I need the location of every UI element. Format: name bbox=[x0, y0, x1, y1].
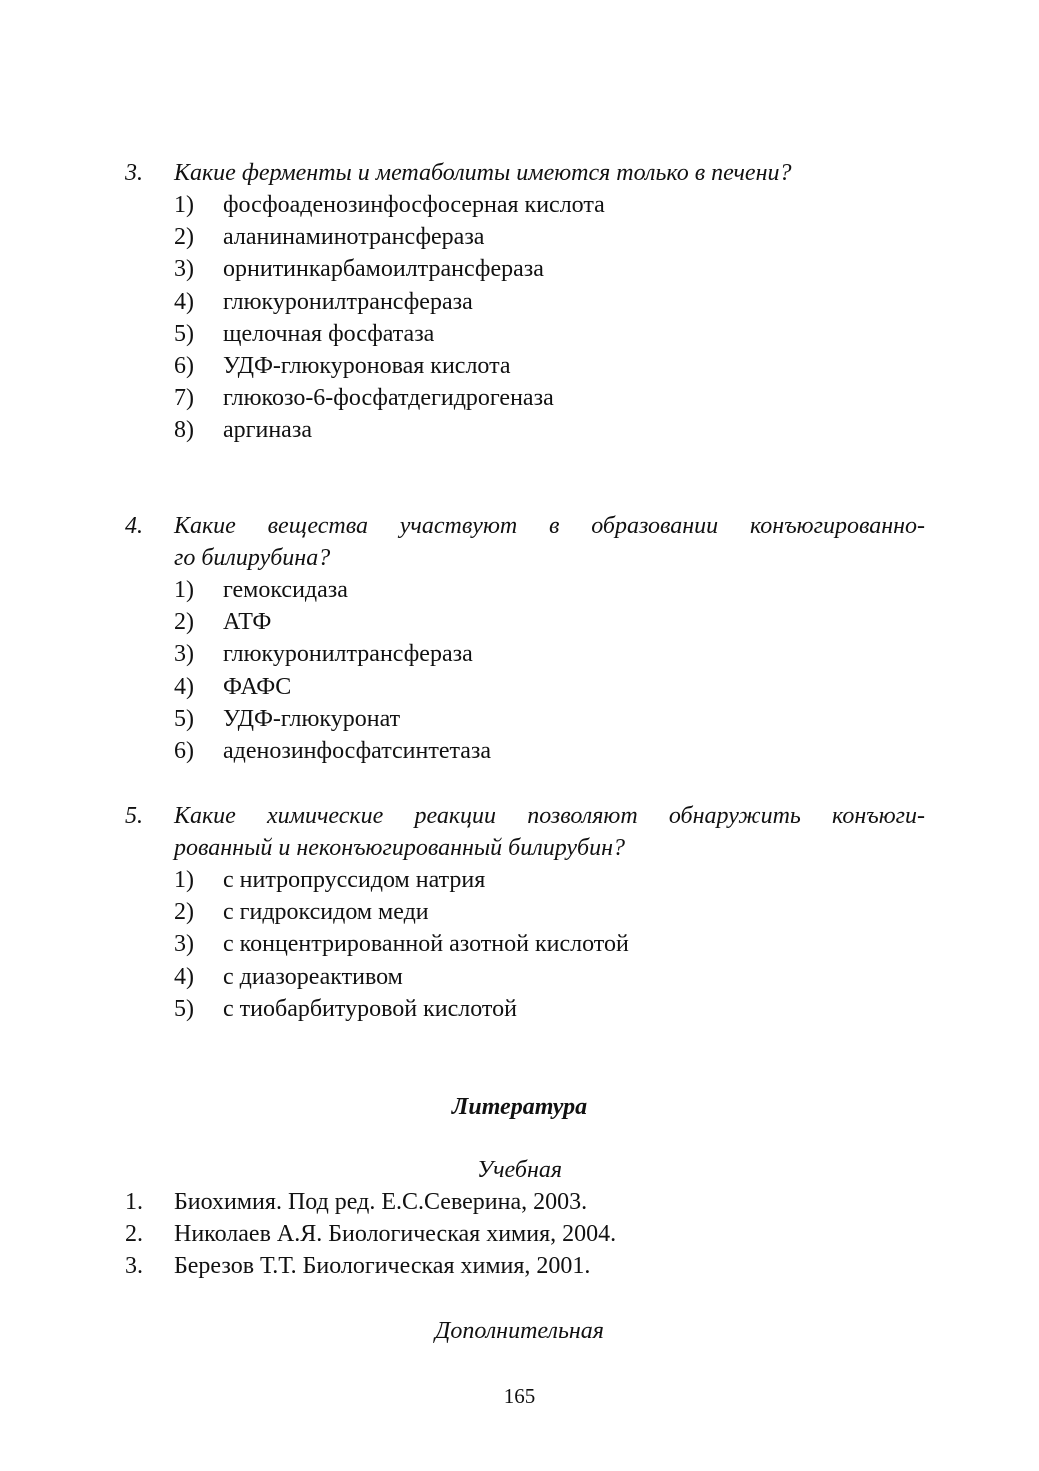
answer-options bbox=[125, 574, 925, 767]
answer-option bbox=[174, 221, 925, 253]
answer-option bbox=[174, 961, 925, 993]
question-header bbox=[125, 800, 925, 864]
literature-title: Литература bbox=[451, 1094, 588, 1120]
option-text: УДФ-глюкуроновая кислота bbox=[223, 352, 511, 379]
option-number: 2) bbox=[174, 609, 194, 636]
option-text: с гидроксидом меди bbox=[223, 899, 429, 926]
option-number: 3) bbox=[174, 931, 194, 958]
option-number: 2) bbox=[174, 899, 194, 926]
option-number: 6) bbox=[174, 737, 194, 764]
question-number: 5. bbox=[125, 803, 143, 829]
question-line: Какие химические реакции позволяют обнаружить конъюги- bbox=[174, 803, 925, 829]
option-text: фосфоаденозинфосфосерная кислота bbox=[223, 192, 605, 218]
literature-number: 1. bbox=[125, 1189, 143, 1215]
option-number: 5) bbox=[174, 705, 194, 732]
question-number: 3. bbox=[125, 160, 143, 186]
question-3 bbox=[125, 157, 925, 447]
option-number: 5) bbox=[174, 320, 194, 347]
answer-option bbox=[174, 414, 925, 446]
answer-option bbox=[174, 993, 925, 1025]
literature-text: Николаев А.Я. Биологическая химия, 2004. bbox=[174, 1221, 617, 1247]
option-number: 1) bbox=[174, 577, 194, 603]
option-text: аргиназа bbox=[223, 417, 312, 444]
option-number: 3) bbox=[174, 641, 194, 668]
answer-option bbox=[174, 864, 925, 896]
option-number: 4) bbox=[174, 673, 194, 700]
option-text: щелочная фосфатаза bbox=[223, 320, 435, 347]
question-line: рованный и неконъюгированный билирубин? bbox=[174, 835, 626, 861]
option-text: гемоксидаза bbox=[223, 577, 348, 603]
basic-literature-heading: Учебная bbox=[476, 1157, 563, 1183]
question-header bbox=[125, 157, 925, 189]
option-number: 7) bbox=[174, 385, 194, 412]
option-text: с нитропруссидом натрия bbox=[223, 867, 486, 893]
option-text: аланинаминотрансфераза bbox=[223, 224, 485, 251]
answer-options bbox=[125, 189, 925, 447]
option-text: с диазореактивом bbox=[223, 963, 403, 990]
answer-option bbox=[174, 896, 925, 928]
question-number: 4. bbox=[125, 513, 143, 539]
option-number: 4) bbox=[174, 963, 194, 990]
option-number: 6) bbox=[174, 352, 194, 379]
answer-option bbox=[174, 382, 925, 414]
question-text bbox=[174, 800, 925, 864]
option-text: аденозинфосфатсинтетаза bbox=[223, 737, 492, 764]
answer-option bbox=[174, 318, 925, 350]
question-4 bbox=[125, 510, 925, 767]
literature-item bbox=[125, 1250, 616, 1282]
literature-number: 2. bbox=[125, 1221, 143, 1247]
question-line: го билирубина? bbox=[174, 545, 331, 571]
answer-option bbox=[174, 606, 925, 638]
literature-item bbox=[125, 1186, 616, 1218]
option-number: 1) bbox=[174, 192, 194, 218]
option-text: ФАФС bbox=[223, 673, 292, 700]
option-text: с тиобарбитуровой кислотой bbox=[223, 995, 517, 1022]
option-number: 2) bbox=[174, 224, 194, 251]
option-number: 5) bbox=[174, 995, 194, 1022]
answer-option bbox=[174, 703, 925, 735]
option-text: орнитинкарбамоилтрансфераза bbox=[223, 256, 544, 283]
basic-literature-list bbox=[125, 1186, 616, 1282]
answer-options bbox=[125, 864, 925, 1025]
question-text: Какие ферменты и метаболиты имеются только в печени? bbox=[174, 160, 792, 186]
answer-option bbox=[174, 671, 925, 703]
page-number: 165 bbox=[503, 1384, 536, 1408]
option-text: АТФ bbox=[223, 609, 272, 636]
option-number: 3) bbox=[174, 256, 194, 283]
answer-option bbox=[174, 574, 925, 606]
answer-option bbox=[174, 350, 925, 382]
answer-option bbox=[174, 189, 925, 221]
option-number: 1) bbox=[174, 867, 194, 893]
literature-text: Березов Т.Т. Биологическая химия, 2001. bbox=[174, 1253, 591, 1279]
answer-option bbox=[174, 735, 925, 767]
option-text: с концентрированной азотной кислотой bbox=[223, 931, 629, 958]
option-text: глюкуронилтрансфераза bbox=[223, 641, 473, 668]
option-number: 4) bbox=[174, 288, 194, 315]
question-line: Какие вещества участвуют в образовании конъюгированно- bbox=[174, 513, 925, 539]
question-header bbox=[125, 510, 925, 574]
answer-option bbox=[174, 638, 925, 670]
option-text: глюкуронилтрансфераза bbox=[223, 288, 473, 315]
question-5 bbox=[125, 800, 925, 1025]
answer-option bbox=[174, 286, 925, 318]
literature-number: 3. bbox=[125, 1253, 143, 1279]
literature-text: Биохимия. Под ред. Е.С.Северина, 2003. bbox=[174, 1189, 588, 1215]
answer-option bbox=[174, 928, 925, 960]
literature-item bbox=[125, 1218, 616, 1250]
option-text: глюкозо-6-фосфатдегидрогеназа bbox=[223, 385, 554, 412]
option-text: УДФ-глюкуронат bbox=[223, 705, 401, 732]
option-number: 8) bbox=[174, 417, 194, 444]
answer-option bbox=[174, 253, 925, 285]
question-text bbox=[174, 510, 925, 574]
additional-literature-heading: Дополнительная bbox=[435, 1318, 604, 1344]
